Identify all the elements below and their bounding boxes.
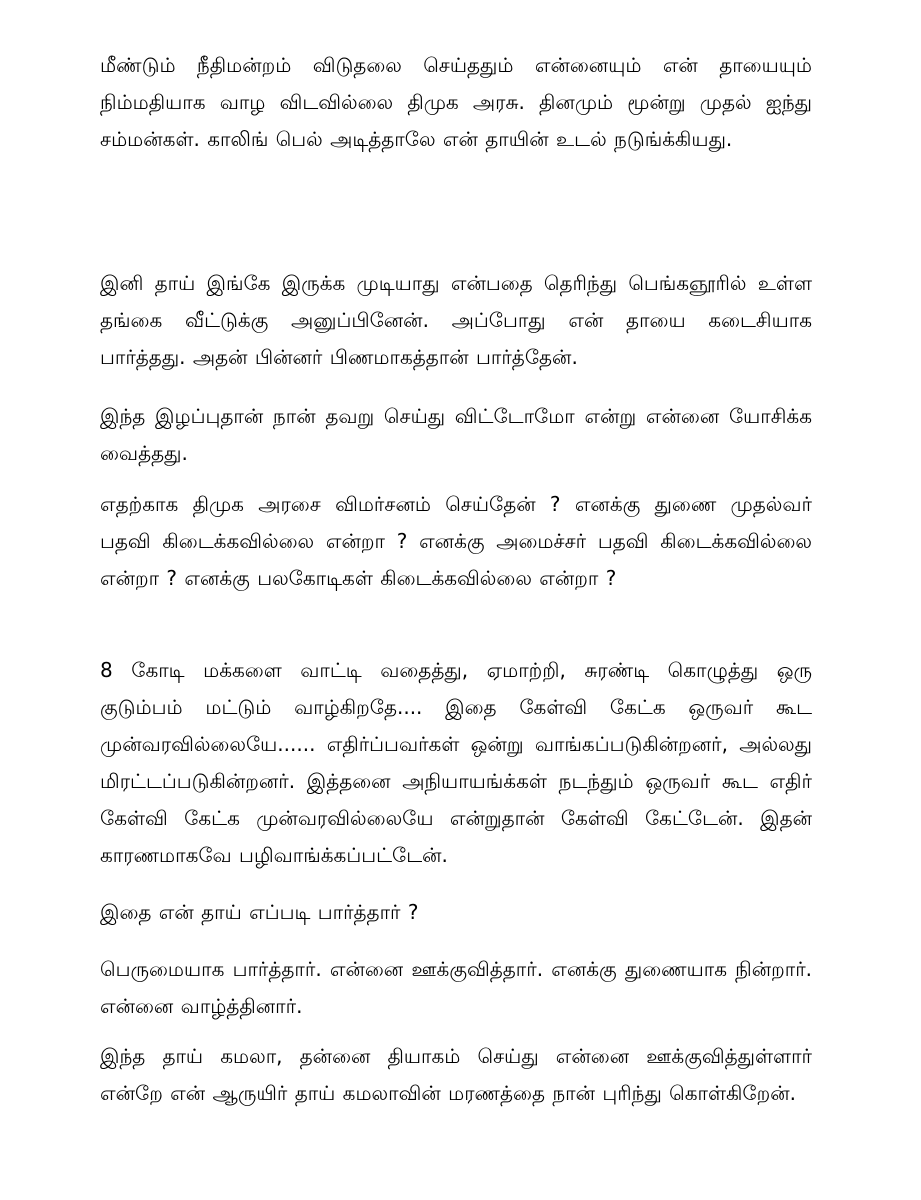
- paragraph-1: மீண்டும் நீதிமன்றம் விடுதலை செய்ததும் என்னையும் என் தாயையும் நிம்மதியாக வாழ விடவில்லை திமுக அரசு. தினமும் மூன்று முதல் ஐந்து சம்மன்கள். காலிங் பெல் அடித்தாலே என் தாயின் உடல் நடுங்க்கியது.: [100, 53, 812, 151]
- paragraph-7: பெருமையாக பார்த்தார். என்னை ஊக்குவித்தார். எனக்கு துணையாக நின்றார். என்னை வாழ்த்தினார்.: [100, 957, 812, 1018]
- paragraph-4: எதற்காக திமுக அரசை விமர்சனம் செய்தேன் ? எனக்கு துணை முதல்வர் பதவி கிடைக்கவில்லை என்றா ? எனக்கு அமைச்சர் பதவி கிடைக்கவில்லை என்றா ? எனக்கு பலகோடிகள் கிடைக்கவில்லை என்றா ?: [100, 492, 812, 590]
- paragraph-8: இந்த தாய் கமலா, தன்னை தியாகம் செய்து என்னை ஊக்குவித்துள்ளார் என்றே என் ஆருயிர் தாய் கமலாவின் மரணத்தை நான் புரிந்து கொள்கிறேன்.: [100, 1044, 812, 1105]
- paragraph-6: இதை என் தாய் எப்படி பார்த்தார் ?: [100, 900, 419, 924]
- paragraph-3: இந்த இழப்புதான் நான் தவறு செய்து விட்டோமோ என்று என்னை யோசிக்க வைத்தது.: [100, 404, 812, 465]
- paragraph-2: இனி தாய் இங்கே இருக்க முடியாது என்பதை தெரிந்து பெங்கஞூரில் உள்ள தங்கை வீட்டுக்கு அனுப்பினேன். அப்போது என் தாயை கடைசியாக பார்த்தது. அதன் பின்னர் பிணமாகத்தான் பார்த்தேன்.: [100, 271, 812, 369]
- paragraph-5: 8 கோடி மக்களை வாட்டி வதைத்து, ஏமாற்றி, சுரண்டி கொழுத்து ஒரு குடும்பம் மட்டும் வாழ்கிறதே.... இதை கேள்வி கேட்க ஒருவர் கூட முன்வரவில்லையே...... எதிர்ப்பவர்கள் ஒன்று வாங்கப்படுகின்றனர், அல்லது மிரட்டப்படுகின்றனர். இத்தனை அநியாயங்க்கள் நடந்தும் ஒருவர் கூட எதிர் கேள்வி கேட்க முன்வரவில்லையே என்றுதான் கேள்வி கேட்டேன். இதன் காரணமாகவே பழிவாங்க்கப்பட்டேன்.: [100, 658, 812, 867]
